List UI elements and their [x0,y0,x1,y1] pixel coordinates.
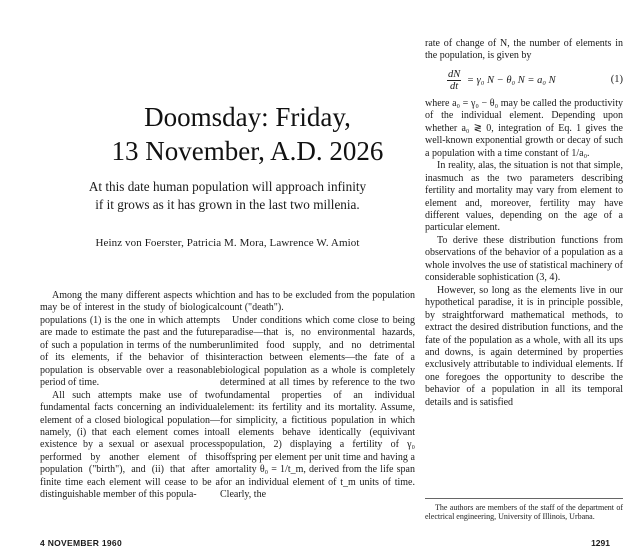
paragraph: However, so long as the elements live in our hypothetical paradise, it is in principle possible, by straightforward mathematical methods, to extract the desired distribution functions, and the fate of the population as a whole, with all its ups and downs, is again determined by properties exclusively attributable to individual elements. If one foregoes the opportunity to describe the behavior of a population in all its temporal details and is satisfied [425,284,623,408]
text-column-2 [220,290,415,502]
derivative-fraction [447,69,461,92]
paragraph: where a₀ = γ₀ − θ₀ may be called the productivity of the individual element. Depending upon whether a₀ ≷ 0, integration of Eq. 1 gives the well-known exponential growth or decay of such a population with a time constant of 1/a₀. [425,97,623,159]
paragraph: All such attempts make use of two fundamental facts concerning an individual element of a closed biological population—namely, (i) that each element comes into existence by a sexual or asexual process performed by another element of this population ("birth"), and (ii) that after a finite time each element will cease to be a distinguishable member of this popula- [40,389,220,501]
equation-1 [425,69,623,92]
paragraph: To derive these distribution functions from observations of the behavior of a population as a whole involves the use of statistical machinery of considerable sophistication (3, 4). [425,234,624,284]
paragraph: Under conditions which come close to being paradise—that is, no environmental hazards, unlimited food supply, and no detrimental interaction between elements—the fate of a biological population as a whole is completely determined at all times by reference to the two fundamental properties of an individual element: its fertility and its mortality. Assume, for simplicity, a fictitious population in which all elements behave identically (equivivant population, 2) displaying a fertility of γ₀ offspring per element per unit time and having a mortality θ₀ = 1/t_m, derived from the life span for an individual element of t_m units of time. Clearly, the [220,314,415,501]
title-line-2: 13 November, A.D. 2026 [111,136,384,166]
text-column-1 [40,290,220,502]
subtitle-line-2: if it grows as it has grown in the last two millenia. [95,197,360,212]
article-subtitle [40,178,415,214]
equation-number: (1) [610,74,623,86]
paragraph: tion and has to be excluded from the population count ("death"). [220,290,415,314]
paragraph: rate of change of N, the number of elements in the population, is given by [425,38,623,62]
equation-rhs: = γ₀ N − θ₀ N = a₀ N [466,74,556,86]
fraction-numerator: dN [448,68,461,80]
article-title [80,100,415,168]
issue-date: 4 NOVEMBER 1960 [40,538,122,548]
fraction-denominator: dt [450,80,459,92]
paragraph: In reality, alas, the situation is not that simple, inasmuch as the two parameters describing fertility and mortality may vary from element to element and, moreover, fertility may have different values, depending on the age of a particular element. [425,160,623,234]
equation-body [447,69,556,92]
title-line-1: Doomsday: Friday, [144,102,351,132]
author-list: Heinz von Foerster, Patricia M. Mora, Lawrence W. Amiot [95,237,360,249]
text-column-3 [425,38,623,409]
paragraph: Among the many different aspects which may be of interest in the study of biological populations (1) is the one in which attempts are made to estimate the past and the future of such a population in terms of the number of its elements, if the behavior of this population is observable over a reasonable period of time. [40,290,220,389]
page-number: 1291 [591,538,610,548]
author-footnote: The authors are members of the staff of the department of electrical engineering, University of Illinois, Urbana. [425,498,623,521]
subtitle-line-1: At this date human population will approach infinity [88,179,367,194]
